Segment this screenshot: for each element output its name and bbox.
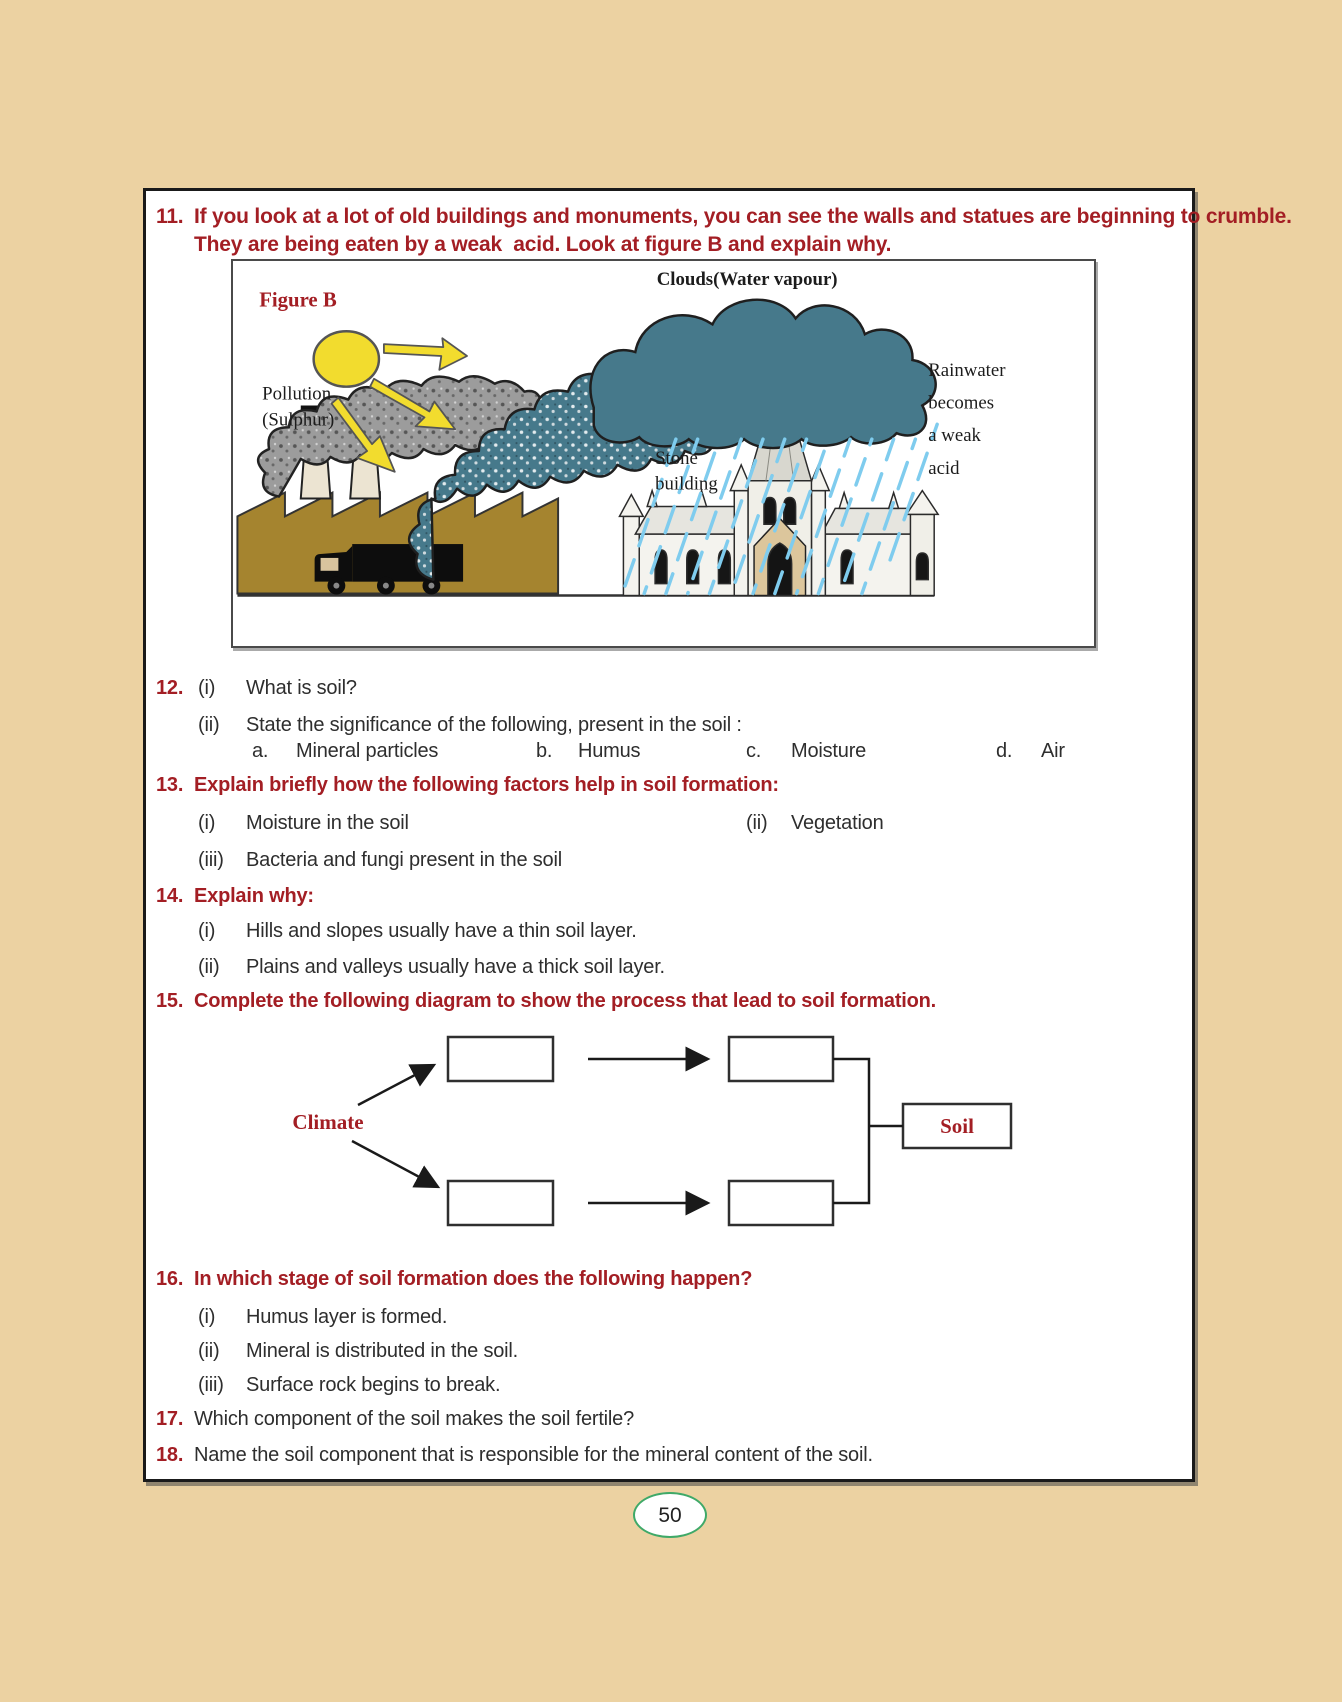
item-roman: (i) bbox=[198, 1306, 216, 1328]
connector-lines bbox=[833, 1059, 869, 1203]
figure-b-illustration bbox=[233, 261, 1094, 646]
question-13-number: 13. bbox=[156, 774, 184, 796]
item-text: Bacteria and fungi present in the soil bbox=[246, 849, 562, 871]
question-13-row-iii bbox=[146, 846, 1192, 874]
question-18-number: 18. bbox=[156, 1444, 184, 1466]
page-number-badge bbox=[633, 1492, 707, 1538]
soil-label: Soil bbox=[940, 1114, 974, 1138]
figure-title: Figure B bbox=[259, 288, 337, 312]
question-16-row-i bbox=[146, 1303, 1192, 1331]
question-15-heading: Complete the following diagram to show the process that lead to soil formation. bbox=[194, 990, 937, 1012]
question-16-number: 16. bbox=[156, 1268, 184, 1290]
item-roman: (i) bbox=[198, 920, 216, 942]
arrow-climate-down bbox=[352, 1141, 438, 1187]
question-17-row bbox=[146, 1405, 1192, 1433]
rainwater-label-line3: a weak bbox=[928, 425, 981, 447]
pollution-label-line2: (Sulphur) bbox=[262, 409, 335, 431]
item-text: What is soil? bbox=[246, 677, 357, 699]
sun-icon bbox=[314, 331, 379, 386]
clouds-label: Clouds(Water vapour) bbox=[656, 268, 838, 290]
question-13-row-i-ii bbox=[146, 809, 1192, 837]
stone-building-label-line1: Stone bbox=[655, 447, 698, 469]
question-15-number: 15. bbox=[156, 990, 184, 1012]
item-roman: (i) bbox=[198, 812, 216, 834]
rainwater-label-line4: acid bbox=[928, 457, 960, 479]
diagram-empty-box-bottom-right bbox=[729, 1181, 833, 1225]
diagram-empty-box-top-right bbox=[729, 1037, 833, 1081]
diagram-empty-box-bottom-left bbox=[448, 1181, 553, 1225]
subitem-letter: c. bbox=[746, 740, 762, 762]
question-13-heading-row bbox=[146, 771, 1192, 799]
stone-building-label-line2: building bbox=[655, 473, 718, 495]
question-14-row-i bbox=[146, 917, 1192, 945]
arrow-climate-up bbox=[358, 1065, 434, 1105]
diagram-empty-box-top-left bbox=[448, 1037, 553, 1081]
question-12-subitems-row bbox=[146, 737, 1192, 765]
item-roman: (i) bbox=[198, 677, 216, 699]
rainwater-label-line1: Rainwater bbox=[928, 359, 1006, 381]
item-text: State the significance of the following, present in the soil : bbox=[246, 714, 742, 736]
item-roman: (iii) bbox=[198, 1374, 224, 1396]
question-18-row bbox=[146, 1441, 1192, 1469]
question-17-text: Which component of the soil makes the soil fertile? bbox=[194, 1408, 635, 1430]
item-roman: (ii) bbox=[198, 1340, 220, 1362]
rainwater-label-line2: becomes bbox=[928, 392, 995, 414]
question-18-text: Name the soil component that is responsible for the mineral content of the soil. bbox=[194, 1444, 873, 1466]
subitem-letter: a. bbox=[252, 740, 269, 762]
question-14-row-ii bbox=[146, 953, 1192, 981]
soil-formation-diagram bbox=[146, 1029, 1192, 1249]
question-16-heading: In which stage of soil formation does the following happen? bbox=[194, 1268, 753, 1290]
question-14-heading: Explain why: bbox=[194, 885, 314, 907]
question-11-number: 11. bbox=[156, 205, 184, 228]
question-13-heading: Explain briefly how the following factors help in soil formation: bbox=[194, 774, 779, 796]
subitem-text: Moisture bbox=[791, 740, 867, 762]
item-text: Humus layer is formed. bbox=[246, 1306, 448, 1328]
item-roman: (ii) bbox=[746, 812, 768, 834]
item-text: Vegetation bbox=[791, 812, 884, 834]
question-15-heading-row bbox=[146, 987, 1192, 1015]
question-14-heading-row bbox=[146, 882, 1192, 910]
figure-b bbox=[231, 259, 1096, 648]
question-12-row-i bbox=[146, 674, 1192, 702]
subitem-text: Humus bbox=[578, 740, 641, 762]
climate-label: Climate bbox=[292, 1110, 364, 1134]
question-17-number: 17. bbox=[156, 1408, 184, 1430]
item-text: Hills and slopes usually have a thin soil layer. bbox=[246, 920, 637, 942]
question-16-row-iii bbox=[146, 1371, 1192, 1399]
question-12-row-ii bbox=[146, 711, 1192, 739]
subitem-text: Mineral particles bbox=[296, 740, 439, 762]
subitem-letter: b. bbox=[536, 740, 553, 762]
item-roman: (ii) bbox=[198, 956, 220, 978]
item-text: Mineral is distributed in the soil. bbox=[246, 1340, 519, 1362]
subitem-letter: d. bbox=[996, 740, 1013, 762]
question-16-heading-row bbox=[146, 1265, 1192, 1293]
worksheet-panel bbox=[143, 188, 1292, 1482]
question-16-row-ii bbox=[146, 1337, 1192, 1365]
item-text: Moisture in the soil bbox=[246, 812, 409, 834]
page-number: 50 bbox=[658, 1504, 682, 1527]
item-text: Plains and valleys usually have a thick soil layer. bbox=[246, 956, 665, 978]
question-11-line1: If you look at a lot of old buildings and monuments, you can see the walls and statues are beginning to crumble. bbox=[194, 205, 1292, 228]
question-14-number: 14. bbox=[156, 885, 184, 907]
question-11-line2: They are being eaten by a weak acid. Look at figure B and explain why. bbox=[194, 233, 892, 256]
item-roman: (iii) bbox=[198, 849, 224, 871]
pollution-label-line1: Pollution bbox=[262, 383, 332, 405]
item-roman: (ii) bbox=[198, 714, 220, 736]
subitem-text: Air bbox=[1041, 740, 1065, 762]
cloud-shape bbox=[590, 300, 935, 448]
question-12-number: 12. bbox=[156, 677, 184, 699]
item-text: Surface rock begins to break. bbox=[246, 1374, 501, 1396]
